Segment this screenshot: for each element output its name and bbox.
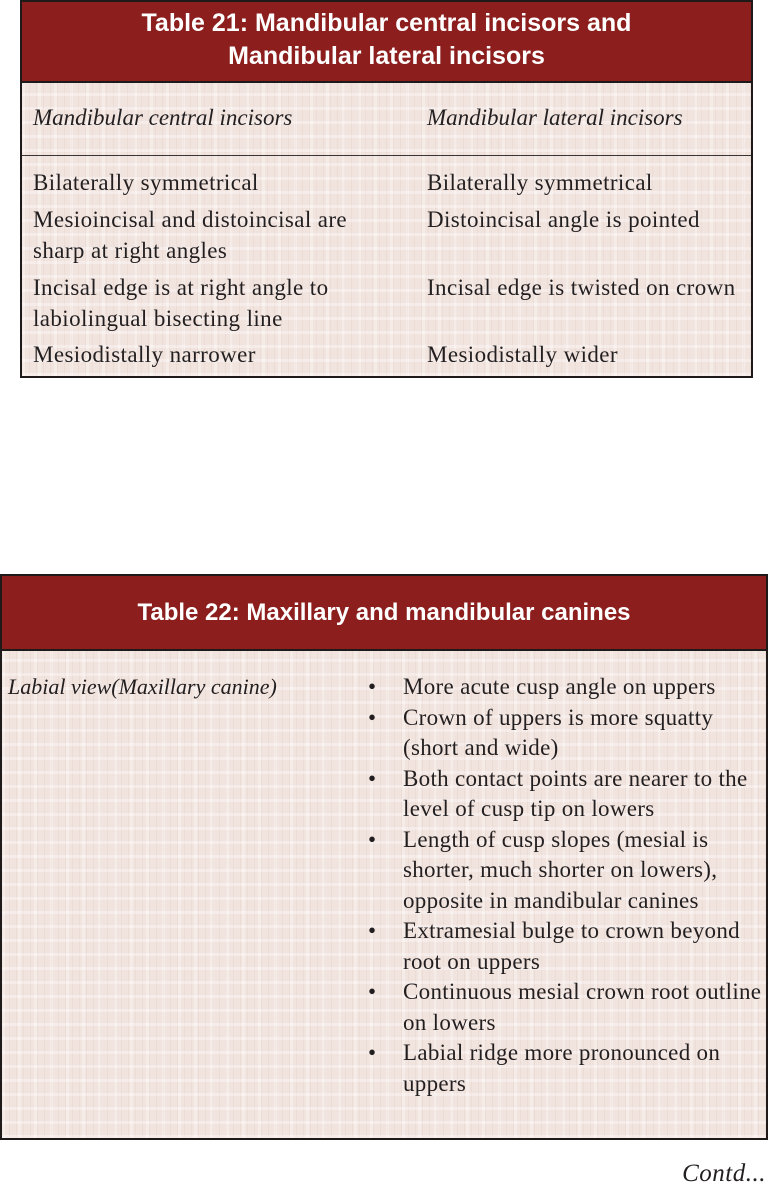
table-21-title-line-2: Mandibular lateral incisors <box>228 42 545 70</box>
bullet-text: Length of cusp slopes (mesial is shorter, much shorter on lowers), opposite in mandibular canines <box>403 826 718 913</box>
bullet-text: Labial ridge more pronounced on uppers <box>403 1040 721 1096</box>
table-21-header-row <box>22 83 751 156</box>
list-item <box>366 703 768 764</box>
table-22-title: Table 22: Maxillary and mandibular canines <box>2 576 766 651</box>
list-item <box>366 825 768 917</box>
table-21 <box>20 0 753 378</box>
contd-note: Contd... <box>682 1160 766 1187</box>
col-header-central: Mandibular central incisors <box>33 105 293 130</box>
table-21-title-line-1: Table 21: Mandibular central incisors and <box>141 9 632 37</box>
bullet-text: Extramesial bulge to crown beyond root on uppers <box>403 918 740 974</box>
table-21-title <box>22 2 751 83</box>
bullet-text: More acute cusp angle on uppers <box>403 674 716 699</box>
list-item <box>366 916 768 977</box>
bullet-icon: • <box>368 765 377 791</box>
list-item <box>366 764 768 825</box>
bullet-icon: • <box>368 1040 377 1065</box>
col-header-lateral: Mandibular lateral incisors <box>427 105 683 130</box>
labial-view-label: Labial view(Maxillary canine) <box>8 674 277 699</box>
row-2-right: Distoincisal angle is pointed <box>427 207 700 232</box>
list-item <box>366 977 768 1038</box>
table-22 <box>0 574 768 1140</box>
row-1-right: Bilaterally symmetrical <box>427 170 653 195</box>
canine-bullet-list <box>366 672 768 1099</box>
row-4-right: Mesiodistally wider <box>427 342 618 367</box>
bullet-icon: • <box>368 704 377 730</box>
bullet-icon: • <box>368 918 377 943</box>
bullet-icon: • <box>368 674 377 699</box>
row-4-left: Mesiodistally narrower <box>33 342 256 367</box>
bullet-icon: • <box>368 826 377 852</box>
bullet-text: Both contact points are nearer to the level of cusp tip on lowers <box>403 765 748 821</box>
bullet-text: Continuous mesial crown root outline on lowers <box>403 979 762 1035</box>
list-item <box>366 672 768 703</box>
row-2-left: Mesioincisal and distoincisal are sharp at right angles <box>33 207 348 263</box>
bullet-icon: • <box>368 979 377 1004</box>
row-3-left: Incisal edge is at right angle to labiolingual bisecting line <box>33 275 329 331</box>
row-3-right: Incisal edge is twisted on crown <box>427 275 736 300</box>
list-item <box>366 1038 768 1099</box>
bullet-text: Crown of uppers is more squatty (short and wide) <box>403 704 714 760</box>
row-1-left: Bilaterally symmetrical <box>33 170 259 195</box>
